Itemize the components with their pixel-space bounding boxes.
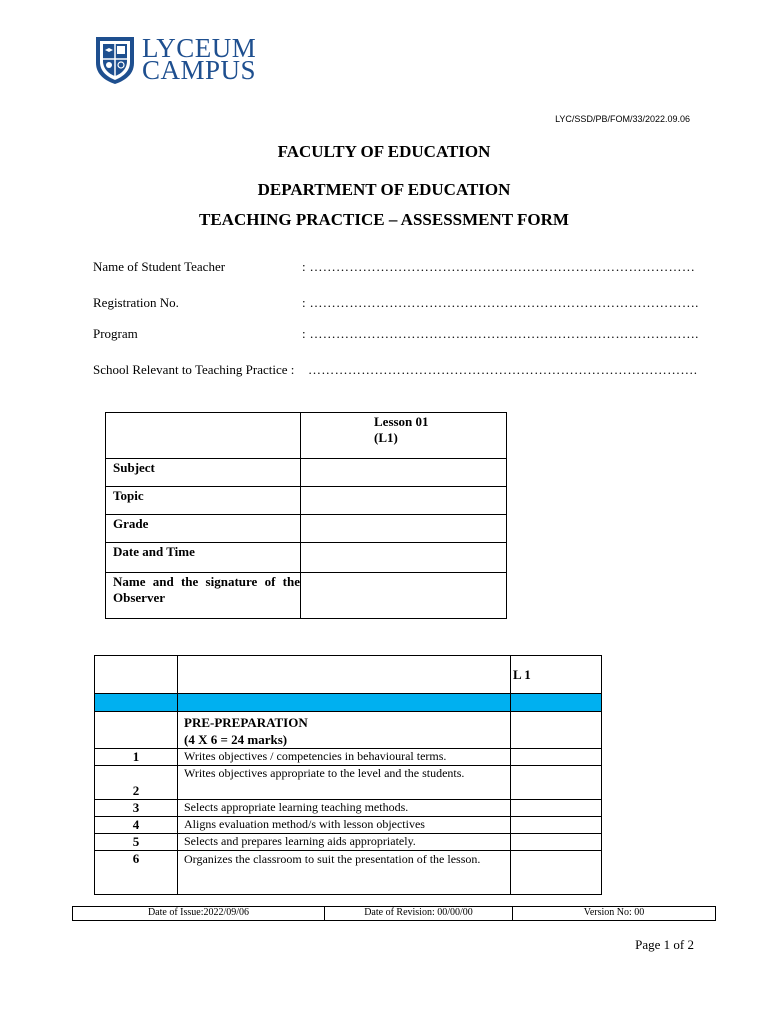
document-footer — [72, 906, 716, 921]
shield-logo-icon — [94, 33, 136, 85]
section-title: PRE-PREPARATION — [184, 715, 308, 730]
logo-text-lyceum: LYCEUM — [142, 33, 257, 63]
table-row — [95, 851, 602, 895]
item-number: 5 — [95, 834, 178, 851]
department-heading: DEPARTMENT OF EDUCATION — [257, 180, 511, 199]
field-label-student-teacher: Name of Student Teacher — [93, 259, 226, 274]
table-cell — [511, 712, 602, 749]
section-title-cell — [178, 712, 511, 749]
topic-input-cell[interactable] — [301, 487, 507, 515]
logo-text-campus: CAMPUS — [142, 55, 257, 85]
table-cell — [178, 694, 511, 712]
form-title: TEACHING PRACTICE – ASSESSMENT FORM — [199, 210, 569, 229]
lesson-header-cell — [301, 413, 507, 459]
date-time-input-cell[interactable] — [301, 543, 507, 573]
lesson-header-title: Lesson 01 — [374, 414, 429, 429]
item-number: 3 — [95, 800, 178, 817]
item-text: Writes objectives appropriate to the level and the students. — [178, 766, 511, 800]
score-cell[interactable] — [511, 800, 602, 817]
table-cell — [178, 656, 511, 694]
table-cell — [95, 656, 178, 694]
table-row — [95, 800, 602, 817]
table-row — [95, 766, 602, 800]
score-cell[interactable] — [511, 766, 602, 800]
campus-logo — [94, 33, 294, 85]
faculty-heading: FACULTY OF EDUCATION — [277, 142, 491, 161]
item-text: Organizes the classroom to suit the presentation of the lesson. — [178, 851, 511, 895]
subject-input-cell[interactable] — [301, 459, 507, 487]
footer-version: Version No: 00 — [513, 907, 716, 921]
score-cell[interactable] — [511, 834, 602, 851]
table-row — [95, 749, 602, 766]
table-cell — [106, 413, 301, 459]
lesson-header-code: (L1) — [374, 430, 398, 445]
item-text: Aligns evaluation method/s with lesson objectives — [178, 817, 511, 834]
item-number: 2 — [95, 766, 178, 800]
field-registration[interactable]: : ……………………………………………………………………………. — [302, 295, 699, 310]
footer-revision-date: Date of Revision: 00/00/00 — [325, 907, 513, 921]
table-cell — [511, 694, 602, 712]
row-label-observer: Name and the signature of the Observer — [106, 573, 301, 619]
field-label-school: School Relevant to Teaching Practice : — [93, 362, 295, 377]
table-cell — [95, 712, 178, 749]
grade-input-cell[interactable] — [301, 515, 507, 543]
item-text: Selects and prepares learning aids appropriately. — [178, 834, 511, 851]
score-cell[interactable] — [511, 817, 602, 834]
row-label-topic: Topic — [106, 487, 301, 515]
field-program[interactable]: : ……………………………………………………………………………. — [302, 326, 699, 341]
item-text: Selects appropriate learning teaching methods. — [178, 800, 511, 817]
assessment-table — [94, 655, 602, 895]
footer-issue-date: Date of Issue:2022/09/06 — [73, 907, 325, 921]
lesson-info-table — [105, 412, 507, 619]
header-band — [95, 694, 602, 712]
item-number: 4 — [95, 817, 178, 834]
table-cell — [95, 694, 178, 712]
field-student-teacher[interactable]: : …………………………………………………………………………… — [302, 259, 696, 274]
table-row — [95, 817, 602, 834]
row-label-date-time: Date and Time — [106, 543, 301, 573]
page-number: Page 1 of 2 — [635, 937, 694, 952]
item-text: Writes objectives / competencies in behavioural terms. — [178, 749, 511, 766]
item-number: 6 — [95, 851, 178, 895]
row-label-subject: Subject — [106, 459, 301, 487]
item-number: 1 — [95, 749, 178, 766]
table-row — [95, 834, 602, 851]
field-school[interactable]: ……………………………………………………………………………. — [308, 362, 698, 377]
score-cell[interactable] — [511, 749, 602, 766]
section-marks: (4 X 6 = 24 marks) — [184, 732, 288, 747]
score-cell[interactable] — [511, 851, 602, 895]
row-label-grade: Grade — [106, 515, 301, 543]
document-reference: LYC/SSD/PB/FOM/33/2022.09.06 — [555, 114, 690, 124]
observer-input-cell[interactable] — [301, 573, 507, 619]
column-header-l1: L 1 — [511, 656, 602, 694]
field-label-registration: Registration No. — [93, 295, 179, 310]
field-label-program: Program — [93, 326, 138, 341]
